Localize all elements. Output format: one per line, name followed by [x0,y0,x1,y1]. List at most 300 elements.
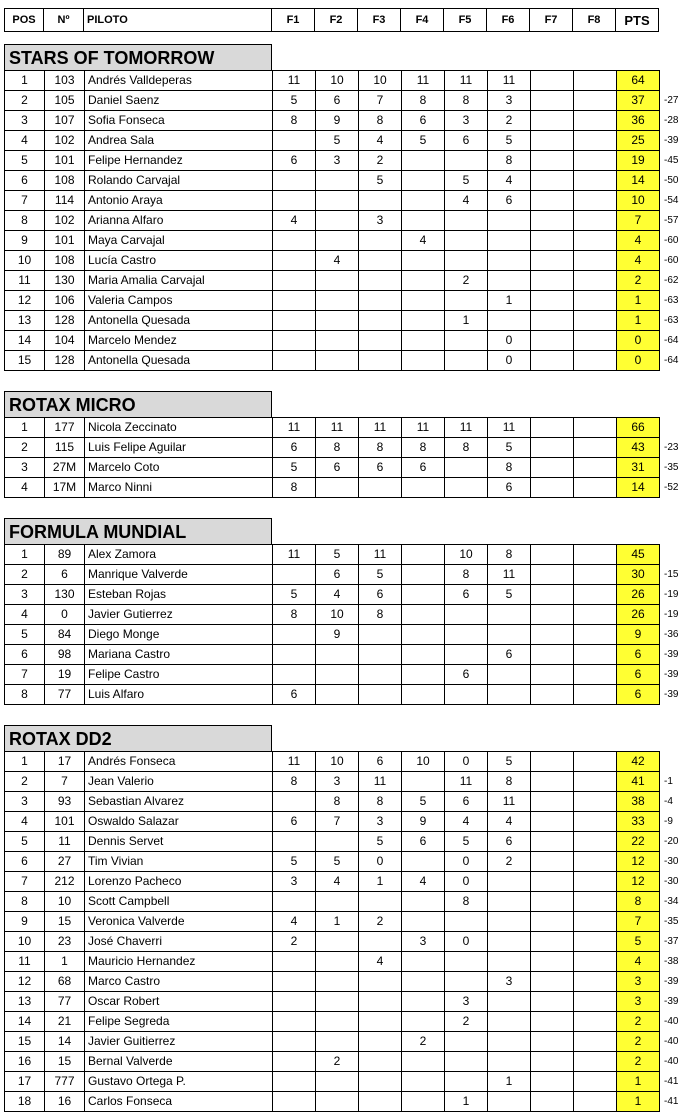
race-f5-cell [445,625,488,645]
race-f8-cell [574,131,617,151]
points-gap-cell [660,545,684,565]
race-f6-cell: 0 [488,351,531,371]
race-f2-cell: 11 [316,418,359,438]
pilot-name-cell: Daniel Saenz [85,91,273,111]
points-gap-cell: -50 [664,175,679,186]
points-gap-cell [660,418,684,438]
points-cell: 6 [617,685,660,705]
race-f7-cell [531,191,574,211]
position-cell: 17 [5,1072,45,1092]
pilot-name-cell: Felipe Hernandez [85,151,273,171]
race-f6-cell: 4 [488,171,531,191]
points-cell: 12 [617,852,660,872]
points-cell: 1 [617,291,660,311]
race-f6-cell: 5 [488,752,531,772]
race-f2-cell [316,892,359,912]
pilot-name-cell: Sebastian Alvarez [85,792,273,812]
pilot-name-cell: Javier Guitierrez [85,1032,273,1052]
race-f2-cell: 6 [316,565,359,585]
pilot-name-cell: José Chaverri [85,932,273,952]
race-f2-cell [316,331,359,351]
race-f1-cell [273,665,316,685]
race-f8-cell [574,351,617,371]
race-f7-cell [531,932,574,952]
race-f7-cell [531,605,574,625]
table-row [5,1092,684,1112]
table-row [5,191,684,211]
race-f6-cell [488,311,531,331]
race-f6-cell: 8 [488,151,531,171]
race-f4-cell [402,952,445,972]
race-f6-cell: 1 [488,1072,531,1092]
race-f1-cell: 4 [273,912,316,932]
position-cell: 7 [5,191,45,211]
race-f6-cell [488,1032,531,1052]
pilot-name-cell: Lorenzo Pacheco [85,872,273,892]
race-f8-cell [574,71,617,91]
pilot-name-cell: Javier Gutierrez [85,605,273,625]
kart-number-cell: 14 [45,1032,85,1052]
race-f1-cell [273,625,316,645]
race-f1-cell [273,972,316,992]
race-f2-cell: 10 [316,71,359,91]
table-row [5,1032,684,1052]
position-cell: 2 [5,772,45,792]
kart-number-cell: 106 [45,291,85,311]
race-f6-cell: 8 [488,458,531,478]
race-f2-cell [316,992,359,1012]
race-f1-cell: 4 [273,211,316,231]
points-cell: 14 [617,478,660,498]
race-f6-cell [488,932,531,952]
race-f3-cell: 2 [359,912,402,932]
pilot-name-cell: Maya Carvajal [85,231,273,251]
section-formula-mundial [4,518,684,705]
race-f2-cell [316,645,359,665]
race-f7-cell [531,71,574,91]
race-f8-cell [574,111,617,131]
table-row [5,792,684,812]
race-f4-cell [402,685,445,705]
race-f5-cell: 1 [445,311,488,331]
race-f4-cell: 6 [402,832,445,852]
race-f6-cell: 2 [488,852,531,872]
race-f4-cell [402,478,445,498]
race-f8-cell [574,545,617,565]
race-f1-cell: 5 [273,585,316,605]
race-f3-cell [359,191,402,211]
position-cell: 5 [5,832,45,852]
race-f5-cell: 6 [445,792,488,812]
pilot-name-cell: Diego Monge [85,625,273,645]
table-row [5,605,684,625]
race-f3-cell: 11 [359,772,402,792]
race-f5-cell: 0 [445,872,488,892]
points-gap-cell: -60 [664,255,679,266]
race-f3-cell [359,231,402,251]
points-gap-cell: -36 [664,629,679,640]
points-cell: 30 [617,565,660,585]
race-f6-cell: 11 [488,792,531,812]
race-f1-cell: 11 [273,418,316,438]
points-cell: 2 [617,1052,660,1072]
position-cell: 10 [5,251,45,271]
race-f7-cell [531,665,574,685]
race-f1-cell [273,271,316,291]
points-gap-cell: -19 [664,589,679,600]
column-header-f7: F7 [530,8,573,32]
race-f6-cell: 5 [488,438,531,458]
race-f5-cell: 6 [445,585,488,605]
section-title: ROTAX MICRO [4,391,272,417]
pilot-name-cell: Valeria Campos [85,291,273,311]
race-f6-cell: 6 [488,832,531,852]
pilot-name-cell: Alex Zamora [85,545,273,565]
race-f1-cell: 3 [273,872,316,892]
race-f2-cell: 6 [316,458,359,478]
points-gap-cell: -40 [664,1016,679,1027]
race-f8-cell [574,932,617,952]
race-f4-cell: 4 [402,872,445,892]
race-f5-cell [445,952,488,972]
race-f5-cell: 0 [445,852,488,872]
race-f4-cell: 11 [402,71,445,91]
race-f2-cell: 7 [316,812,359,832]
points-gap-cell: -28 [664,115,679,126]
kart-number-cell: 177 [45,418,85,438]
kart-number-cell: 17M [45,478,85,498]
race-f2-cell: 5 [316,131,359,151]
race-f3-cell: 8 [359,111,402,131]
race-f1-cell: 8 [273,772,316,792]
position-cell: 15 [5,351,45,371]
race-f3-cell [359,331,402,351]
kart-number-cell: 128 [45,311,85,331]
race-f6-cell [488,271,531,291]
race-f8-cell [574,952,617,972]
points-gap-cell: -52 [664,482,679,493]
position-cell: 11 [5,952,45,972]
points-gap-cell: -39 [664,649,679,660]
points-cell: 38 [617,792,660,812]
race-f8-cell [574,565,617,585]
pilot-name-cell: Oscar Robert [85,992,273,1012]
race-f2-cell [316,685,359,705]
kart-number-cell: 19 [45,665,85,685]
race-f2-cell: 1 [316,912,359,932]
table-row [5,131,684,151]
race-f7-cell [531,311,574,331]
table-row [5,812,684,832]
position-cell: 2 [5,91,45,111]
race-f4-cell [402,271,445,291]
race-f2-cell: 2 [316,1052,359,1072]
race-f4-cell [402,625,445,645]
pilot-name-cell: Nicola Zeccinato [85,418,273,438]
race-f4-cell [402,351,445,371]
table-row [5,992,684,1012]
race-f2-cell: 10 [316,752,359,772]
race-f7-cell [531,992,574,1012]
kart-number-cell: 102 [45,211,85,231]
position-cell: 1 [5,545,45,565]
kart-number-cell: 130 [45,271,85,291]
race-f3-cell [359,271,402,291]
race-f2-cell [316,932,359,952]
table-row [5,438,684,458]
race-f2-cell [316,231,359,251]
race-f2-cell: 6 [316,91,359,111]
race-f8-cell [574,211,617,231]
pilot-name-cell: Marco Ninni [85,478,273,498]
race-f3-cell: 7 [359,91,402,111]
kart-number-cell: 104 [45,331,85,351]
race-f7-cell [531,872,574,892]
race-f2-cell [316,665,359,685]
kart-number-cell: 89 [45,545,85,565]
points-cell: 2 [617,1012,660,1032]
pilot-name-cell: Marcelo Coto [85,458,273,478]
table-row [5,852,684,872]
points-cell: 5 [617,932,660,952]
race-f3-cell: 8 [359,438,402,458]
position-cell: 8 [5,892,45,912]
race-f3-cell [359,1072,402,1092]
race-f5-cell: 5 [445,171,488,191]
race-f7-cell [531,1012,574,1032]
race-f1-cell [273,311,316,331]
race-f1-cell [273,992,316,1012]
race-f5-cell: 10 [445,545,488,565]
points-gap-cell [660,71,684,91]
race-f5-cell: 3 [445,992,488,1012]
race-f5-cell: 8 [445,892,488,912]
race-f7-cell [531,1092,574,1112]
race-f5-cell: 6 [445,665,488,685]
race-f2-cell [316,952,359,972]
points-cell: 31 [617,458,660,478]
position-cell: 14 [5,1012,45,1032]
race-f4-cell [402,972,445,992]
table-row [5,832,684,852]
points-gap-cell: -15 [664,569,679,580]
race-f1-cell: 6 [273,685,316,705]
pilot-name-cell: Luis Alfaro [85,685,273,705]
kart-number-cell: 128 [45,351,85,371]
points-gap-cell: -57 [664,215,679,226]
race-f8-cell [574,311,617,331]
race-f8-cell [574,832,617,852]
position-cell: 3 [5,792,45,812]
points-cell: 33 [617,812,660,832]
race-f4-cell [402,912,445,932]
race-f6-cell: 0 [488,331,531,351]
race-f1-cell: 5 [273,852,316,872]
race-f6-cell: 11 [488,418,531,438]
race-f7-cell [531,418,574,438]
kart-number-cell: 23 [45,932,85,952]
position-cell: 2 [5,565,45,585]
race-f6-cell [488,952,531,972]
race-f2-cell [316,311,359,331]
race-f1-cell [273,565,316,585]
race-f2-cell [316,291,359,311]
race-f3-cell [359,1052,402,1072]
points-gap-cell: -9 [664,816,673,827]
position-cell: 7 [5,872,45,892]
points-gap-cell: -23 [664,442,679,453]
race-f7-cell [531,438,574,458]
race-f7-cell [531,251,574,271]
race-f3-cell: 1 [359,872,402,892]
table-row [5,458,684,478]
race-f8-cell [574,912,617,932]
position-cell: 5 [5,625,45,645]
race-f3-cell: 2 [359,151,402,171]
points-cell: 14 [617,171,660,191]
position-cell: 8 [5,685,45,705]
race-f4-cell [402,992,445,1012]
race-f7-cell [531,685,574,705]
kart-number-cell: 107 [45,111,85,131]
race-f5-cell [445,1032,488,1052]
points-cell: 3 [617,972,660,992]
race-f5-cell [445,645,488,665]
points-cell: 6 [617,665,660,685]
points-gap-cell: -40 [664,1056,679,1067]
points-cell: 4 [617,952,660,972]
race-f6-cell: 5 [488,585,531,605]
race-f4-cell: 2 [402,1032,445,1052]
kart-number-cell: 15 [45,912,85,932]
table-row [5,1012,684,1032]
position-cell: 13 [5,311,45,331]
race-f7-cell [531,645,574,665]
race-f8-cell [574,812,617,832]
race-f5-cell: 11 [445,71,488,91]
race-f7-cell [531,752,574,772]
race-f4-cell: 6 [402,458,445,478]
points-cell: 26 [617,605,660,625]
points-gap-cell: -20 [664,836,679,847]
race-f7-cell [531,271,574,291]
race-f6-cell: 3 [488,91,531,111]
race-f5-cell: 2 [445,271,488,291]
race-f3-cell: 6 [359,458,402,478]
pilot-name-cell: Andrea Sala [85,131,273,151]
pilot-name-cell: Felipe Castro [85,665,273,685]
position-cell: 8 [5,211,45,231]
points-cell: 7 [617,912,660,932]
points-cell: 45 [617,545,660,565]
points-gap-cell: -40 [664,1036,679,1047]
race-f3-cell [359,351,402,371]
race-f3-cell [359,645,402,665]
race-f3-cell [359,685,402,705]
position-cell: 7 [5,665,45,685]
kart-number-cell: 0 [45,605,85,625]
points-gap-cell: -63 [664,315,679,326]
position-cell: 12 [5,972,45,992]
kart-number-cell: 27 [45,852,85,872]
race-f7-cell [531,478,574,498]
race-f6-cell: 11 [488,71,531,91]
points-cell: 1 [617,311,660,331]
position-cell: 6 [5,645,45,665]
race-f2-cell [316,271,359,291]
position-cell: 4 [5,478,45,498]
table-row [5,1072,684,1092]
kart-number-cell: 108 [45,251,85,271]
points-gap-cell: -27 [664,95,679,106]
table-row [5,151,684,171]
race-f3-cell: 3 [359,211,402,231]
pilot-name-cell: Gustavo Ortega P. [85,1072,273,1092]
kart-number-cell: 105 [45,91,85,111]
race-f1-cell [273,331,316,351]
race-f2-cell: 9 [316,625,359,645]
standings-table [4,751,684,1112]
race-f3-cell [359,1012,402,1032]
table-row [5,625,684,645]
race-f2-cell: 10 [316,605,359,625]
race-f3-cell [359,1032,402,1052]
race-f4-cell: 5 [402,792,445,812]
race-f5-cell [445,1052,488,1072]
points-cell: 0 [617,331,660,351]
race-f1-cell [273,952,316,972]
race-f1-cell [273,1012,316,1032]
race-f7-cell [531,972,574,992]
race-f2-cell [316,478,359,498]
race-f8-cell [574,271,617,291]
points-gap-cell: -37 [664,936,679,947]
race-f1-cell [273,832,316,852]
points-cell: 64 [617,71,660,91]
standings-table [4,417,684,498]
column-header-number: Nº [44,8,84,32]
race-f5-cell [445,251,488,271]
race-f7-cell [531,852,574,872]
race-f1-cell: 11 [273,752,316,772]
pilot-name-cell: Antonella Quesada [85,351,273,371]
kart-number-cell: 84 [45,625,85,645]
column-header-f3: F3 [358,8,401,32]
kart-number-cell: 102 [45,131,85,151]
race-f1-cell [273,251,316,271]
pilot-name-cell: Mariana Castro [85,645,273,665]
race-f7-cell [531,772,574,792]
race-f4-cell [402,605,445,625]
race-f7-cell [531,1032,574,1052]
column-header-pilot: PILOTO [84,8,272,32]
race-f5-cell: 2 [445,1012,488,1032]
race-f4-cell: 5 [402,131,445,151]
position-cell: 16 [5,1052,45,1072]
race-f6-cell [488,1092,531,1112]
kart-number-cell: 101 [45,812,85,832]
race-f5-cell: 3 [445,111,488,131]
race-f6-cell: 1 [488,291,531,311]
race-f4-cell: 9 [402,812,445,832]
position-cell: 2 [5,438,45,458]
table-row [5,291,684,311]
race-f6-cell: 5 [488,131,531,151]
points-gap-cell: -30 [664,876,679,887]
race-f1-cell: 8 [273,605,316,625]
position-cell: 11 [5,271,45,291]
race-f5-cell: 11 [445,772,488,792]
